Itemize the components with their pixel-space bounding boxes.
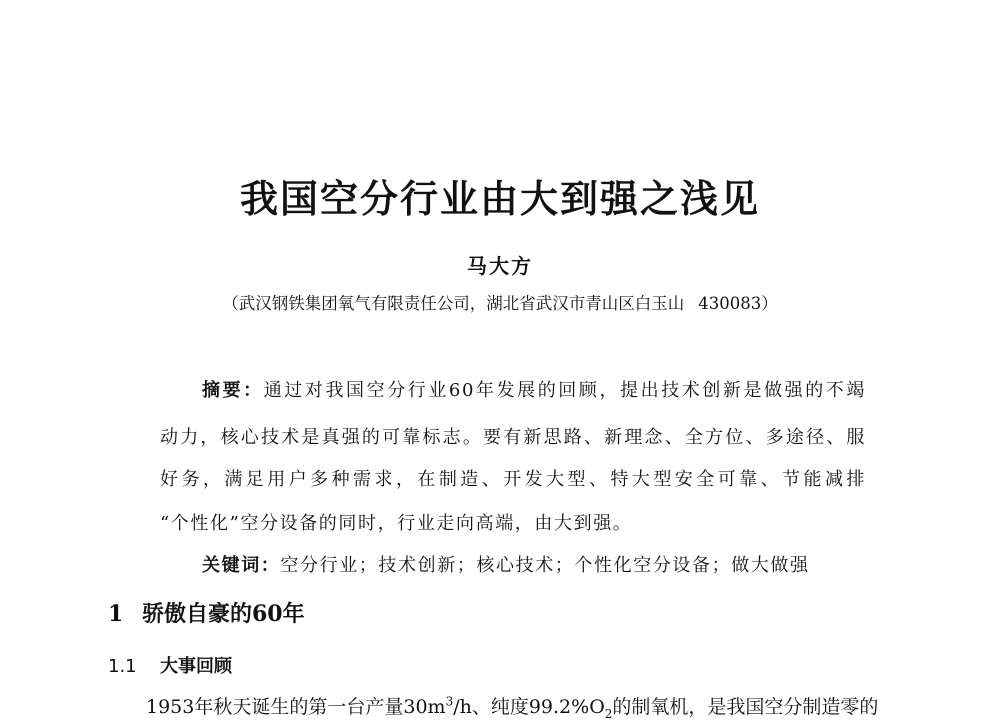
subscript: 2	[604, 706, 613, 721]
section-number: 1	[108, 601, 124, 627]
body-text-part-2: /h、纯度99.2%O	[453, 696, 605, 718]
abstract-line-1	[202, 376, 866, 402]
abstract-text-1: 通过对我国空分行业60年发展的回顾，提出技术创新是做强的不竭	[263, 380, 866, 401]
affiliation-postcode: 430083）	[698, 294, 778, 313]
author-name: 马大方	[467, 254, 533, 278]
abstract-line-2: 动力，核心技术是真强的可靠标志。要有新思路、新理念、全方位、多途径、服	[160, 427, 866, 448]
body-paragraph-line	[146, 692, 878, 719]
subsection-heading-1-1	[108, 652, 232, 678]
subsection-title: 大事回顾	[160, 656, 232, 677]
abstract-line-4: “个性化”空分设备的同时，行业走向高端，由大到强。	[160, 513, 633, 534]
section-title: 骄傲自豪的60年	[142, 601, 305, 627]
affiliation-text: （武汉钢铁集团氧气有限责任公司，湖北省武汉市青山区白玉山	[222, 294, 685, 313]
subsection-number: 1.1	[108, 656, 137, 677]
paper-title: 我国空分行业由大到强之浅见	[239, 176, 760, 221]
keywords-text: 空分行业；技术创新；核心技术；个性化空分设备；做大做强	[280, 555, 810, 576]
body-text-part-1: 1953年秋天诞生的第一台产量30m	[146, 696, 446, 718]
abstract-label: 摘要：	[202, 380, 264, 401]
author-affiliation	[0, 290, 1000, 314]
section-heading-1	[108, 597, 305, 628]
keywords-line	[202, 551, 810, 577]
superscript: 3	[445, 694, 454, 709]
body-text-part-3: 的制氧机，是我国空分制造零的	[612, 696, 879, 718]
keywords-label: 关键词：	[202, 555, 281, 576]
abstract-line-3: 好务，满足用户多种需求，在制造、开发大型、特大型安全可靠、节能减排	[160, 469, 866, 490]
